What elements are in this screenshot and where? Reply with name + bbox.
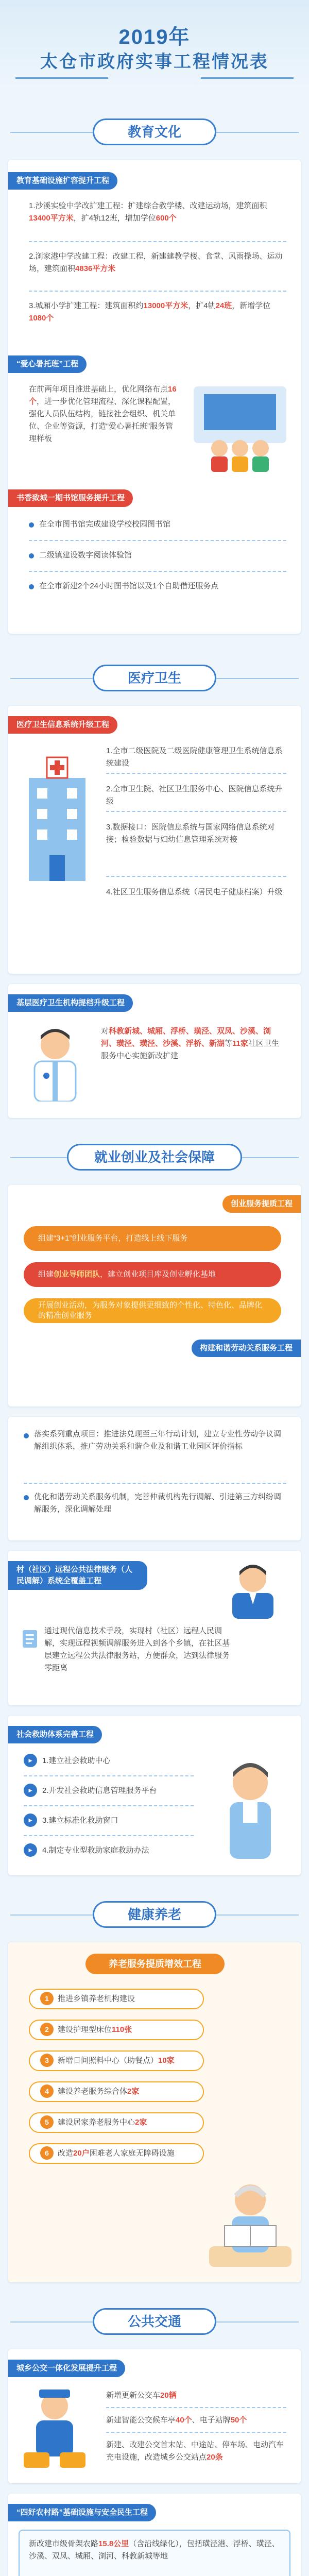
page-subtitle: 太仓市政府实事工程情况表	[40, 52, 269, 72]
assistance-item-3: 3.建立标准化救助窗口	[42, 1816, 118, 1825]
elderly-item-5: 5 建设居家养老服务中心2家	[29, 2112, 204, 2133]
education-library-item-3: 在全市新建2个24小时图书馆以及1个自助借还服务点	[39, 582, 219, 590]
elderly-item-2: 2 建设护理型床位110张	[29, 2020, 204, 2040]
divider	[24, 1483, 286, 1484]
divider	[106, 2432, 286, 2433]
divider	[106, 876, 286, 877]
transport-tag-2: “四好农村路”基础设施与安全民生工程	[8, 2504, 156, 2521]
section-title-health: 医疗卫生	[93, 665, 216, 691]
education-library-item-1: 在全市图书馆完成建设学校校园图书馆	[39, 520, 171, 529]
bullet: ▸	[24, 1754, 37, 1767]
education-library-item-2: 二级镇建设数字阅读体验馆	[39, 551, 132, 560]
elderly-item-3: 3 新增日间照料中心（助餐点）10家	[29, 2050, 204, 2071]
education-tag-1: 教育基础设施扩容提升工程	[8, 172, 117, 190]
health-item-4: 4.社区卫生服务信息系统（居民电子健康档案）升级	[106, 888, 283, 896]
document-icon	[20, 1628, 40, 1649]
health-item-2: 2.全市卫生院、社区卫生服务中心、医院信息系统升级	[106, 785, 283, 806]
elderly-card	[8, 1942, 301, 2282]
elderly-item-6: 6 改造20户困难老人家庭无障碍设施	[29, 2143, 204, 2164]
education-item-2: 2.浏家港中学改建工程：改建工程，新建建教学楼、食堂、风雨操场、运动场，建筑面积4836平方米	[29, 252, 283, 273]
education-card	[8, 160, 301, 634]
section-title-employment: 就业创业及社会保障	[67, 1144, 242, 1171]
bus-card	[8, 2349, 301, 2483]
assistance-item-2: 2.开发社会救助信息管理服务平台	[42, 1786, 157, 1795]
section-title-education: 教育文化	[93, 118, 216, 145]
divider	[29, 291, 286, 292]
divider	[24, 1835, 194, 1836]
education-tag-2: “爱心暑托班”工程	[8, 355, 87, 373]
labor-item-2: 优化和谐劳动关系服务机制，完善仲裁机构先行调解、引进第三方纠纷调解服务，深化调解处理	[34, 1493, 282, 1514]
health-item-1: 1.全市二级医院及二级医院健康管理卫生系统信息系统建设	[106, 747, 283, 768]
divider	[24, 1775, 194, 1776]
page-title: 2019年	[118, 26, 191, 48]
divider	[24, 1805, 194, 1806]
bullet	[29, 522, 34, 528]
startup-card	[8, 1185, 301, 1406]
children-illustration	[188, 376, 291, 474]
health-tag-1: 医疗卫生信息系统升级工程	[8, 716, 117, 734]
bullet: ▸	[24, 1843, 37, 1857]
rural-road-card	[8, 2494, 301, 2576]
education-tag-3: 书香致城一期书馆服务提升工程	[8, 489, 133, 507]
health-tag-2: 基层医疗卫生机构提档升级工程	[8, 994, 133, 1012]
divider	[106, 811, 286, 812]
social-assistance-card	[8, 1716, 301, 1875]
elderly-reading-illustration	[209, 2169, 291, 2272]
title-rule-right	[201, 77, 294, 79]
rural-road-item-1: 新改建市级骨架农路15.8公里（含沿线绿化），包括璜泾港、浮桥、璜泾、沙溪、双凤、城厢、浏河、科教新城等地	[29, 2539, 280, 2561]
bullet	[24, 1495, 29, 1500]
legal-service-item: 通过现代信息技术手段，实现村（社区）远程人民调解，实现远程视频调解服务进入到各个乡镇，在社区基层建立远程公共法律服务站，方便群众，达到法律服务零距离	[44, 1626, 230, 1672]
employment-tag-4: 社会救助体系完善工程	[8, 1726, 102, 1743]
health-info-card	[8, 706, 301, 974]
education-item-summer: 在前两年项目推进基础上，优化网络布点16个，进一步优化管理流程、深化课程配置，强化人员队伍结构，链接社会组织、机关单位、企业等资源，打造“爱心暑托班”服务管理样板	[29, 385, 177, 443]
employment-tag-1: 创业服务提质工程	[222, 1195, 301, 1213]
divider	[29, 540, 286, 541]
transport-item-3: 新建、改建公交首末站、中途站、停车场、电动汽车充电设施，改造城乡公交站点20条	[106, 2441, 284, 2462]
elderly-item-1: 1 推进乡镇养老机构建设	[29, 1989, 204, 2009]
bullet: ▸	[24, 1814, 37, 1827]
bullet	[24, 1433, 29, 1438]
hospital-illustration	[19, 747, 96, 902]
bus-driver-illustration	[19, 2385, 91, 2473]
divider	[29, 241, 286, 242]
health-item-3: 3.数据接口：医院信息系统与国家网络信息系统对接；检验数据与妇幼信息管理系统对接	[106, 823, 275, 844]
transport-tag-1: 城乡公交一体化发展提升工程	[8, 2360, 125, 2377]
transport-item-1: 新增更新公交车20辆	[106, 2391, 177, 2400]
elderly-item-4: 4 建设养老服务综合体2家	[29, 2081, 204, 2102]
consultant-illustration	[214, 1558, 291, 1620]
legal-service-card	[8, 1551, 301, 1705]
startup-bar-3: 开展创业活动，为服务对象提供更细致的个性化、特色化、品牌化的精准创业服务	[24, 1298, 281, 1323]
health-facility-item: 对科教新城、城厢、浮桥、璜泾、双凤、沙溪、浏河、璜泾、璜泾、沙溪、浮桥、新湖等11家社区卫生服务中心实施新改扩建	[101, 1027, 279, 1060]
education-item-1: 1.沙溪实验中学改扩建工程：扩建综合教学楼、改建运动场，建筑面积13400平方米，扩4轨12班，增加学位600个	[29, 201, 267, 223]
family-illustration	[209, 1752, 291, 1865]
elderly-card-title: 养老服务提质增效工程	[85, 1954, 225, 1974]
employment-tag-2: 构建和谐劳动关系服务工程	[192, 1340, 301, 1357]
employment-tag-3: 村（社区）远程公共法律服务（人民调解）系统全覆盖工程	[8, 1561, 147, 1590]
labor-item-1: 落实系列重点项目：推进法兑现至三年行动计划，建立专业性劳动争议调解组织体系，推广劳动关系和谐企业及和谐工业园区评价指标	[34, 1430, 282, 1451]
section-title-elderly: 健康养老	[93, 1901, 216, 1928]
bullet	[29, 584, 34, 589]
bullet: ▸	[24, 1784, 37, 1797]
health-facility-card	[8, 984, 301, 1118]
transport-item-2: 新建智能公交候车亭40个、电子站牌50个	[106, 2416, 247, 2425]
title-rule-left	[15, 77, 108, 79]
divider	[106, 2407, 286, 2408]
assistance-item-4: 4.制定专业型救助家庭救助办法	[42, 1846, 149, 1855]
startup-bar-2: 组建创业导师团队，建立创业项目库及创业孵化基地	[24, 1262, 281, 1287]
labor-card	[8, 1417, 301, 1540]
bullet	[29, 553, 34, 558]
doctor-illustration	[22, 1024, 89, 1101]
startup-bar-1: 组建“3+1”创业服务平台，打造线上线下服务	[24, 1226, 281, 1251]
assistance-item-1: 1.建立社会救助中心	[42, 1756, 111, 1765]
divider	[106, 773, 286, 774]
section-title-transport: 公共交通	[93, 2308, 216, 2335]
divider	[29, 571, 286, 572]
education-item-3: 3.城厢小学扩建工程：建筑面积约13000平方米，扩4轨24班，新增学位1080个	[29, 301, 271, 323]
